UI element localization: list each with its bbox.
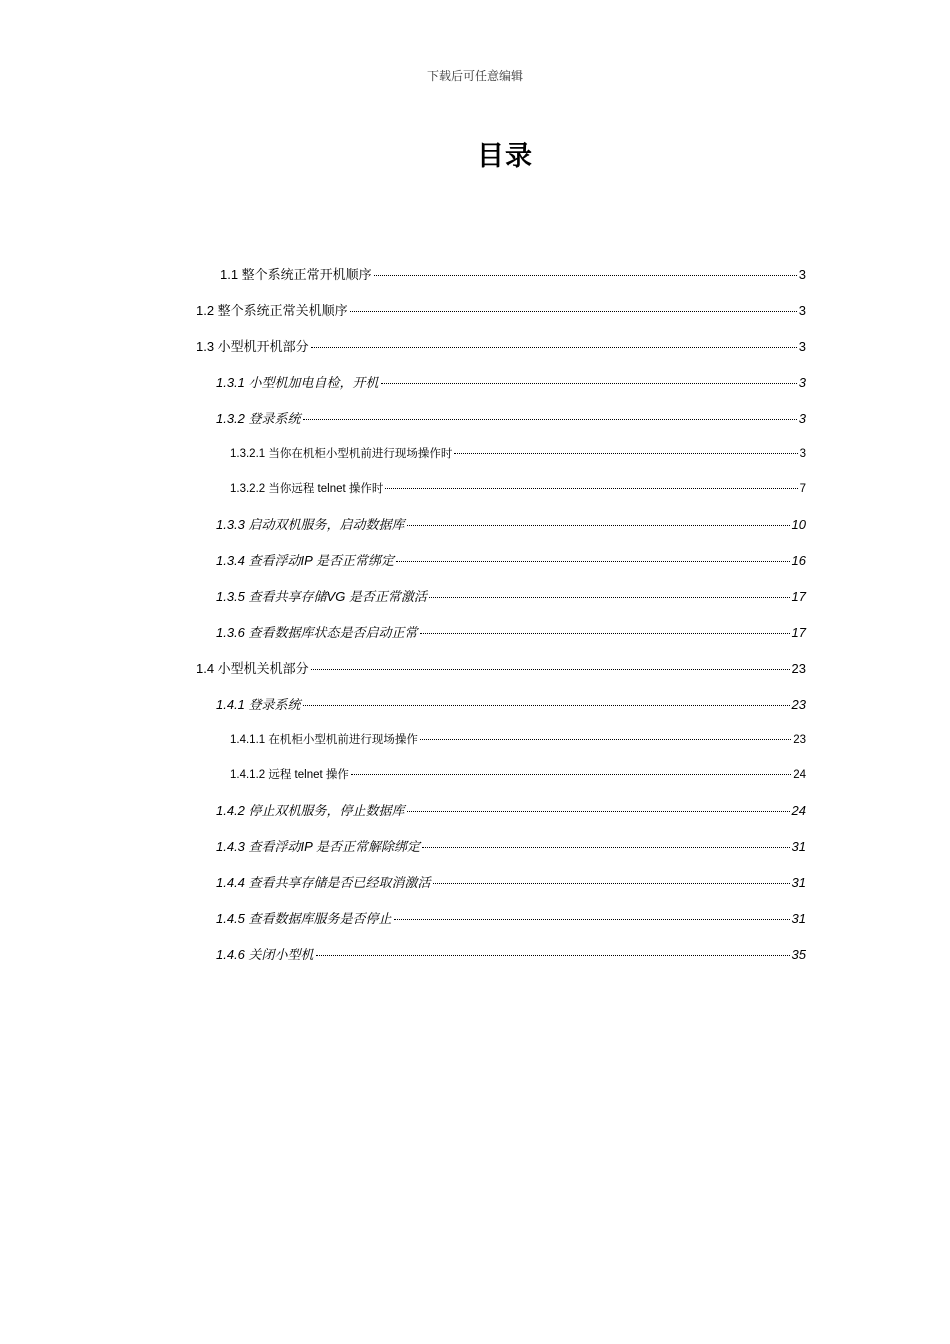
toc-entry-label: 1.4.1.2 远程 telnet 操作 — [230, 769, 349, 781]
toc-dot-leader — [394, 919, 790, 920]
toc-page-number: 3 — [798, 375, 806, 390]
toc-entry-1-4-1-2[interactable] — [230, 769, 806, 783]
toc-entry-1-3-5[interactable] — [216, 589, 806, 605]
toc-page-number: 23 — [791, 661, 806, 676]
toc-entry-label: 1.3.3 启动双机服务，启动数据库 — [216, 517, 405, 532]
toc-dot-leader — [381, 383, 797, 384]
page-header-note: 下载后可任意编辑 — [426, 69, 523, 83]
toc-page-number: 24 — [793, 769, 806, 781]
toc-dot-leader — [422, 847, 790, 848]
toc-entry-label: 1.3.2 登录系统 — [216, 411, 301, 426]
toc-entry-1-3-1[interactable] — [216, 375, 806, 391]
toc-page-number: 7 — [799, 483, 806, 495]
toc-dot-leader — [350, 311, 797, 312]
toc-dot-leader — [374, 275, 797, 276]
toc-page-number: 31 — [791, 875, 806, 890]
toc-entry-label: 1.3.1 小型机加电自检，开机 — [216, 375, 379, 390]
toc-entry-1-3-4[interactable] — [216, 553, 806, 569]
toc-entry-label: 1.4.1 登录系统 — [216, 697, 301, 712]
toc-entry-1-4-3[interactable] — [216, 839, 806, 855]
toc-entry-1-4-1-1[interactable] — [230, 734, 806, 748]
toc-entry-1-3-3[interactable] — [216, 517, 806, 533]
toc-dot-leader — [311, 347, 797, 348]
toc-entry-1-3-2-1[interactable] — [230, 448, 806, 462]
toc-entry-label: 1.3.6 查看数据库状态是否启动正常 — [216, 625, 418, 640]
toc-page-number: 3 — [799, 448, 806, 460]
toc-entry-1-4-4[interactable] — [216, 875, 806, 891]
toc-dot-leader — [303, 419, 797, 420]
toc-entry-label: 1.3 小型机开机部分 — [196, 339, 309, 354]
toc-entry-1-4-2[interactable] — [216, 803, 806, 819]
toc-page-number: 16 — [791, 553, 806, 568]
toc-page-number: 3 — [798, 267, 806, 282]
toc-page-number: 23 — [791, 697, 806, 712]
toc-dot-leader — [429, 597, 790, 598]
toc-page-number: 10 — [791, 517, 806, 532]
toc-dot-leader — [420, 633, 790, 634]
toc-entry-label: 1.4.1.1 在机柜小型机前进行现场操作 — [230, 734, 418, 746]
toc-dot-leader — [303, 705, 790, 706]
toc-entry-label: 1.3.4 查看浮动IP 是否正常绑定 — [216, 553, 394, 568]
toc-dot-leader — [420, 739, 791, 740]
toc-entry-1-1[interactable] — [220, 267, 806, 283]
toc-title: 目录 — [477, 141, 533, 171]
toc-page-number: 35 — [791, 947, 806, 962]
toc-page-number: 3 — [798, 303, 806, 318]
toc-entry-1-3-2[interactable] — [216, 411, 806, 427]
toc-page-number: 17 — [791, 625, 806, 640]
toc-dot-leader — [385, 488, 797, 489]
toc-entry-label: 1.4.5 查看数据库服务是否停止 — [216, 911, 392, 926]
toc-dot-leader — [311, 669, 790, 670]
toc-page-number: 31 — [791, 911, 806, 926]
toc-entry-1-3-2-2[interactable] — [230, 483, 806, 497]
toc-entry-1-4[interactable] — [196, 661, 806, 677]
toc-dot-leader — [454, 453, 797, 454]
toc-entry-1-4-6[interactable] — [216, 947, 806, 963]
toc-entry-label: 1.4.3 查看浮动IP 是否正常解除绑定 — [216, 839, 420, 854]
toc-dot-leader — [433, 883, 790, 884]
toc-dot-leader — [407, 525, 790, 526]
toc-page-number: 17 — [791, 589, 806, 604]
toc-entry-label: 1.1 整个系统正常开机顺序 — [220, 267, 372, 282]
toc-dot-leader — [396, 561, 790, 562]
toc-entry-label: 1.3.2.1 当你在机柜小型机前进行现场操作时 — [230, 448, 453, 460]
toc-entry-label: 1.2 整个系统正常关机顺序 — [196, 303, 348, 318]
toc-entry-1-4-1[interactable] — [216, 697, 806, 713]
toc-dot-leader — [351, 774, 791, 775]
toc-page-number: 23 — [793, 734, 806, 746]
toc-dot-leader — [407, 811, 790, 812]
toc-entry-label: 1.4.2 停止双机服务，停止数据库 — [216, 803, 405, 818]
toc-entry-label: 1.4.6 关闭小型机 — [216, 947, 314, 962]
toc-dot-leader — [316, 955, 790, 956]
toc-entry-label: 1.4.4 查看共享存储是否已经取消激活 — [216, 875, 431, 890]
toc-entry-label: 1.3.5 查看共享存储VG 是否正常激活 — [216, 589, 427, 604]
toc-page-number: 3 — [798, 339, 806, 354]
toc-page-number: 31 — [791, 839, 806, 854]
toc-entry-label: 1.4 小型机关机部分 — [196, 661, 309, 676]
toc-entry-1-3-6[interactable] — [216, 625, 806, 641]
toc-entry-label: 1.3.2.2 当你远程 telnet 操作时 — [230, 483, 384, 495]
toc-page-number: 3 — [798, 411, 806, 426]
toc-entry-1-4-5[interactable] — [216, 911, 806, 927]
toc-entry-1-3[interactable] — [196, 339, 806, 355]
toc-page-number: 24 — [791, 803, 806, 818]
toc-entry-1-2[interactable] — [196, 303, 806, 319]
